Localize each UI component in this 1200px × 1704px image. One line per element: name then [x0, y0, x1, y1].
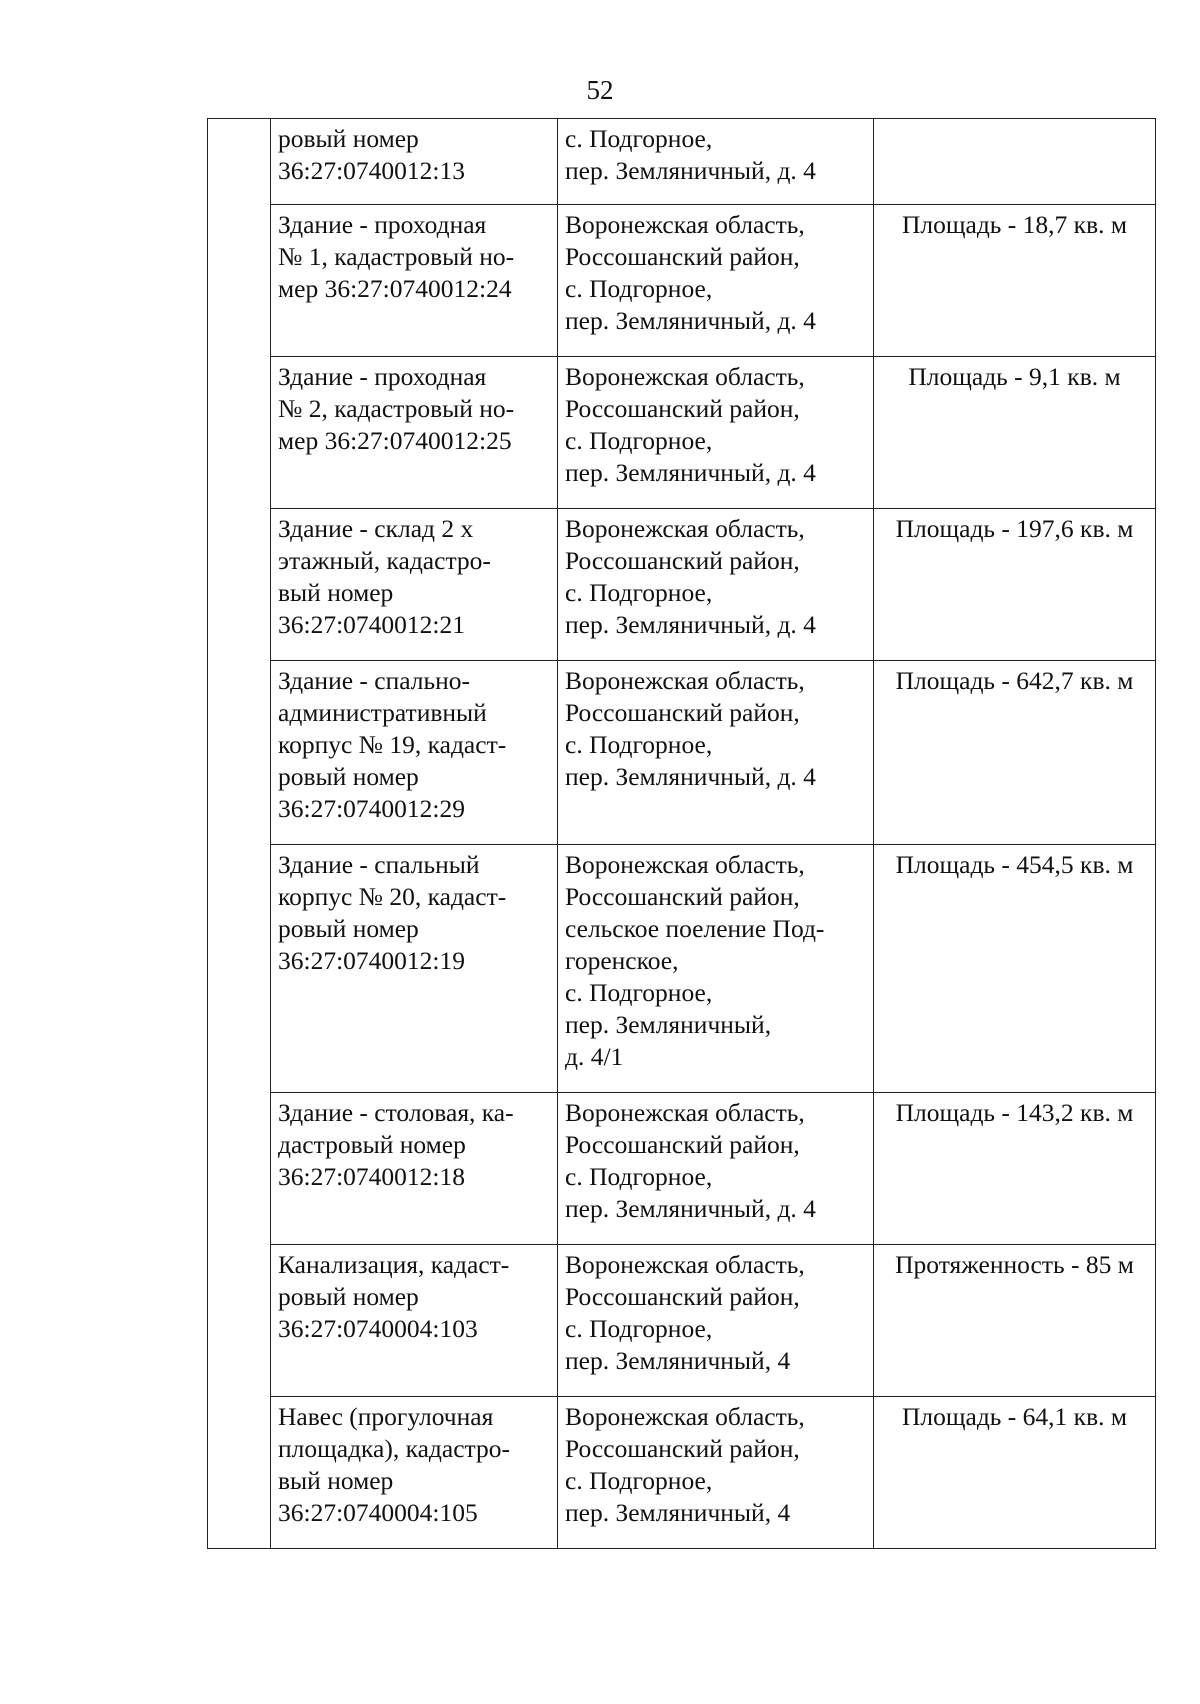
object-name-cell: Здание - проходная № 2, кадастровый но- мер 36:27:0740012:25: [271, 357, 558, 509]
address-cell: Воронежская область, Россошанский район, с. Подгорное, пер. Земляничный, д. 4: [558, 205, 874, 357]
row-number-cell: [208, 661, 271, 845]
row-number-cell: [208, 1093, 271, 1245]
page-number: 52: [586, 75, 614, 105]
table-row: [208, 845, 1156, 1093]
row-number-cell: [208, 119, 271, 205]
table-row: [208, 661, 1156, 845]
address-cell: Воронежская область, Россошанский район, с. Подгорное, пер. Земляничный, д. 4: [558, 509, 874, 661]
property-table: [207, 118, 1156, 1549]
table-row: [208, 1245, 1156, 1397]
table-row: [208, 357, 1156, 509]
characteristic-cell: Площадь - 64,1 кв. м: [874, 1397, 1156, 1549]
address-cell: Воронежская область, Россошанский район, с. Подгорное, пер. Земляничный, д. 4: [558, 661, 874, 845]
object-name-cell: Канализация, кадаст- ровый номер 36:27:0740004:103: [271, 1245, 558, 1397]
table-row: [208, 509, 1156, 661]
table-row: [208, 205, 1156, 357]
characteristic-cell: Площадь - 454,5 кв. м: [874, 845, 1156, 1093]
address-cell: Воронежская область, Россошанский район, с. Подгорное, пер. Земляничный, д. 4: [558, 357, 874, 509]
object-name-cell: Здание - склад 2 х этажный, кадастро- вый номер 36:27:0740012:21: [271, 509, 558, 661]
address-cell: Воронежская область, Россошанский район, с. Подгорное, пер. Земляничный, д. 4: [558, 1093, 874, 1245]
object-name-cell: Здание - столовая, ка- дастровый номер 36:27:0740012:18: [271, 1093, 558, 1245]
characteristic-cell: Протяженность - 85 м: [874, 1245, 1156, 1397]
object-name-cell: Здание - проходная № 1, кадастровый но- мер 36:27:0740012:24: [271, 205, 558, 357]
row-number-cell: [208, 1245, 271, 1397]
object-name-cell: ровый номер 36:27:0740012:13: [271, 119, 558, 205]
row-number-cell: [208, 357, 271, 509]
row-number-cell: [208, 845, 271, 1093]
table-row: [208, 119, 1156, 205]
object-name-cell: Здание - спальный корпус № 20, кадаст- ровый номер 36:27:0740012:19: [271, 845, 558, 1093]
characteristic-cell: Площадь - 9,1 кв. м: [874, 357, 1156, 509]
characteristic-cell: Площадь - 197,6 кв. м: [874, 509, 1156, 661]
object-name-cell: Здание - спально- административный корпус № 19, кадаст- ровый номер 36:27:0740012:29: [271, 661, 558, 845]
row-number-cell: [208, 205, 271, 357]
characteristic-cell: Площадь - 143,2 кв. м: [874, 1093, 1156, 1245]
object-name-cell: Навес (прогулочная площадка), кадастро- вый номер 36:27:0740004:105: [271, 1397, 558, 1549]
characteristic-cell: Площадь - 642,7 кв. м: [874, 661, 1156, 845]
row-number-cell: [208, 509, 271, 661]
characteristic-cell: [874, 119, 1156, 205]
characteristic-cell: Площадь - 18,7 кв. м: [874, 205, 1156, 357]
row-number-cell: [208, 1397, 271, 1549]
address-cell: Воронежская область, Россошанский район, с. Подгорное, пер. Земляничный, 4: [558, 1245, 874, 1397]
address-cell: Воронежская область, Россошанский район, с. Подгорное, пер. Земляничный, 4: [558, 1397, 874, 1549]
table-row: [208, 1397, 1156, 1549]
address-cell: с. Подгорное, пер. Земляничный, д. 4: [558, 119, 874, 205]
table-row: [208, 1093, 1156, 1245]
address-cell: Воронежская область, Россошанский район, сельское поеление Под- горенское, с. Подгорное, пер. Земляничный, д. 4/1: [558, 845, 874, 1093]
